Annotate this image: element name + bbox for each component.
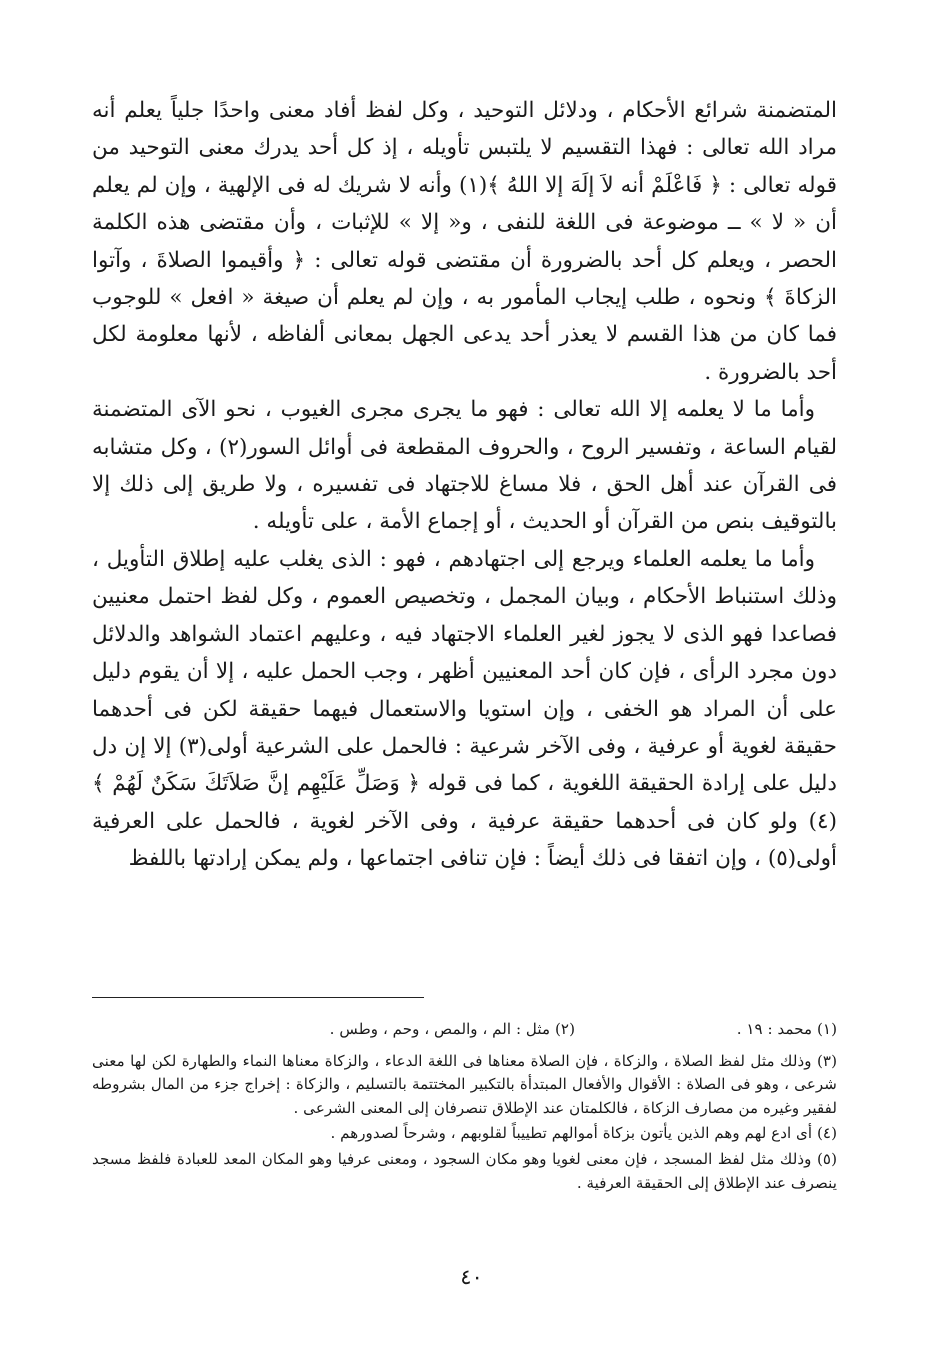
body-paragraph-1: المتضمنة شرائع الأحكام ، ودلائل التوحيد ، وكل لفظ أفاد معنى واحدًا جلياً يعلم أنه مراد الله تعالى : فهذا التقسيم لا يلتبس تأويله ، إذ كل أحد يدرك معنى التوحيد من قوله تعالى : ﴿ فَاعْلَمْ أنه لاَ إلَهَ إلا اللهُ ﴾(١) وأنه لا شريك له فى الإلهية ، وإن لم يعلم أن « لا » ــ موضوعة فى اللغة للنفى ، و« إلا » للإثبات ، وأن مقتضى هذه الكلمة الحصر ، ويعلم كل أحد بالضرورة أن مقتضى قوله تعالى : ﴿ وأقيموا الصلاةَ ، وآتوا الزكاةَ ﴾ ونحوه ، طلب إيجاب المأمور به ، وإن لم يعلم أن صيغة « افعل » للوجوب فما كان من هذا القسم لا يعذر أحد يدعى الجهل بمعانى ألفاظه ، لأنها معلومة لكل أحد بالضرورة .: [92, 98, 837, 385]
page-number: ٤٠: [460, 1265, 483, 1289]
body-paragraph-3: وأما ما يعلمه العلماء ويرجع إلى اجتهادهم ، فهو : الذى يغلب عليه إطلاق التأويل ، وذلك استنباط الأحكام ، وبيان المجمل ، وتخصيص العموم ، وكل لفظ احتمل معنيين فصاعدا فهو الذى لا يجوز لغير العلماء الاجتهاد فيه ، وعليهم اعتماد الشواهد والدلائل دون مجرد الرأى ، فإن كان أحد المعنيين أظهر ، وجب الحمل عليه ، إلا أن يقوم دليل على أن المراد هو الخفى ، وإن استويا والاستعمال فيهما حقيقة لكن فى أحدهما حقيقة لغوية أو عرفية ، وفى الآخر شرعية : فالحمل على الشرعية أولى(٣) إلا إن دل دليل على إرادة الحقيقة اللغوية ، كما فى قوله ﴿ وَصَلِّ عَلَيْهِم إنَّ صَلاَتَكَ سَكَنٌ لَهُمْ ﴾(٤) ولو كان فى أحدهما حقيقة عرفية ، وفى الآخر لغوية ، فالحمل على العرفية أولى(٥) ، وإن اتفقا فى ذلك أيضاً : فإن تنافى اجتماعها ، ولم يمكن إرادتها باللفظ: [92, 546, 837, 872]
footnote-5: (٥) وذلك مثل لفظ المسجد ، فإن معنى لغويا وهو مكان السجود ، ومعنى عرفيا وهو المكان المعد للعبادة فلفظ مسجد ينصرف عند الإطلاق إلى الحقيقة العرفية .: [92, 1149, 837, 1192]
footnotes: [92, 1018, 837, 1197]
page-body: [92, 92, 837, 878]
footnote-3: (٣) وذلك مثل لفظ الصلاة ، والزكاة ، فإن الصلاة معناها فى اللغة الدعاء ، والزكاة معناها النماء والطهارة لكن لها معنى شرعى ، وهو فى الصلاة : الأقوال والأفعال المبتدأة بالتكبير المختتمة بالتسليم ، والزكاة : إخراج جزء من المال بشروطه لفقير وغيره من مصارف الزكاة ، فالكلمتان عند الإطلاق تنصرفان إلى المعنى الشرعى .: [92, 1051, 837, 1117]
footnote-4: (٤) أى ادع لهم وهم الذين يأتون بزكاة أموالهم تطييباً لقلوبهم ، وشرحاً لصدورهم .: [330, 1124, 837, 1143]
footnote-row: [92, 1018, 837, 1042]
footnote-2: (٢) مثل : الم ، والمص ، وحم ، وطس .: [329, 1020, 575, 1038]
body-paragraph-2: وأما ما لا يعلمه إلا الله تعالى : فهو ما يجرى مجرى الغيوب ، نحو الآى المتضمنة لقيام الساعة ، وتفسير الروح ، والحروف المقطعة فى أوائل السور(٢) ، وكل متشابه فى القرآن عند أهل الحق ، فلا مساغ للاجتهاد فى تفسيره ، ولا طريق إلى ذلك إلا بالتوقيف بنص من القرآن أو الحديث ، أو إجماع الأمة ، على تأويله .: [92, 397, 837, 535]
footnote-1: (١) محمد : ١٩ .: [736, 1020, 837, 1038]
main-text: [92, 92, 837, 878]
footnote-separator: [92, 997, 424, 998]
